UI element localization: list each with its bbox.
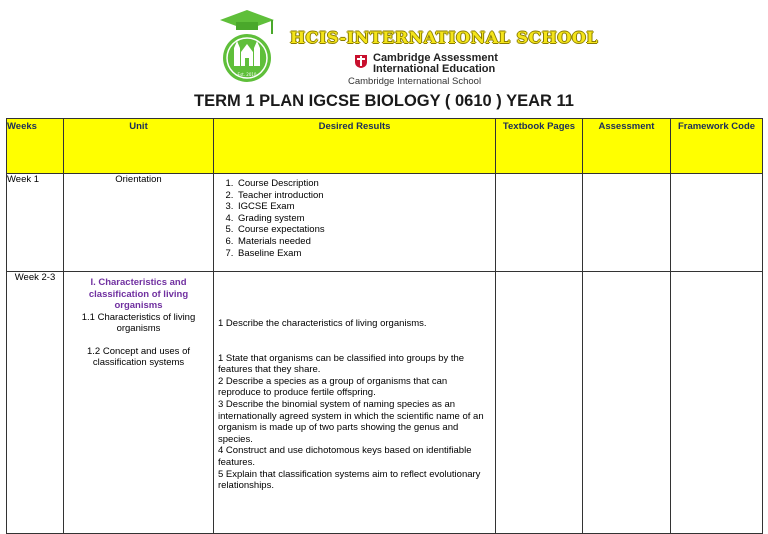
header-weeks: Weeks: [7, 119, 64, 174]
cambridge-line-3: Cambridge International School: [348, 76, 482, 87]
cambridge-shield-icon: [354, 54, 368, 69]
list-item: 1 State that organisms can be classified into groups by the features that they share.: [218, 352, 465, 376]
header-unit: Unit: [64, 119, 214, 174]
textbook-pages-cell: [496, 174, 583, 272]
term-plan-table: [6, 118, 763, 534]
table-row: [7, 174, 763, 272]
list-item: 7. Baseline Exam: [236, 248, 495, 260]
list-item: 2 Describe a species as a group of organisms that can reproduce to produce fertile offspring.: [218, 375, 448, 399]
page-title: TERM 1 PLAN IGCSE BIOLOGY ( 0610 ) YEAR 11: [194, 92, 574, 110]
header-framework-code: Framework Code: [671, 119, 763, 174]
list-item: 5. Course expectations: [236, 224, 495, 236]
school-logo-icon: [212, 8, 282, 84]
header-desired-results: Desired Results: [214, 119, 496, 174]
school-name: HCIS-INTERNATIONAL SCHOOL: [290, 28, 599, 47]
unit-cell: Orientation: [64, 174, 214, 272]
header-textbook-pages: Textbook Pages: [496, 119, 583, 174]
assessment-cell: [583, 174, 671, 272]
list-item: 3. IGCSE Exam: [236, 201, 495, 213]
list-item: 4 Construct and use dichotomous keys based on identifiable features.: [218, 445, 472, 468]
list-item: 6. Materials needed: [236, 236, 495, 248]
framework-code-cell: [671, 272, 763, 534]
table-header-row: [7, 119, 763, 174]
results-1-2: [214, 353, 495, 492]
results-cell: [214, 272, 496, 534]
assessment-cell: [583, 272, 671, 534]
cambridge-line-1: Cambridge Assessment: [373, 52, 498, 64]
framework-code-cell: [671, 174, 763, 272]
results-list: [214, 178, 495, 259]
unit-subtopic-1-2: 1.2 Concept and uses of classification systems: [87, 345, 190, 368]
unit-cell: [64, 272, 214, 534]
table-row: [7, 272, 763, 534]
week-cell: Week 1: [7, 174, 64, 272]
list-item: 2. Teacher introduction: [236, 190, 495, 202]
document-header: [0, 0, 768, 104]
list-item: 3 Describe the binomial system of naming species as an internationally agreed system in which the scientific name of an organism is made up of two parts showing the genus and species.: [218, 398, 484, 445]
list-item: 5 Explain that classification systems aim to reflect evolutionary relationships.: [218, 468, 481, 492]
logo-est-text: Est. 2010: [237, 72, 257, 77]
textbook-pages-cell: [496, 272, 583, 534]
list-item: 4. Grading system: [236, 213, 495, 225]
list-item: 1. Course Description: [236, 178, 495, 190]
unit-title: I. Characteristics and classification of living organisms: [88, 277, 189, 311]
cambridge-line-2: International Education: [373, 63, 496, 75]
results-cell: [214, 174, 496, 272]
week-cell: Week 2-3: [7, 272, 64, 534]
unit-subtopic-1-1: 1.1 Characteristics of living organisms: [81, 311, 196, 334]
result-1-1: 1 Describe the characteristics of living organisms.: [218, 318, 427, 329]
header-assessment: Assessment: [583, 119, 671, 174]
